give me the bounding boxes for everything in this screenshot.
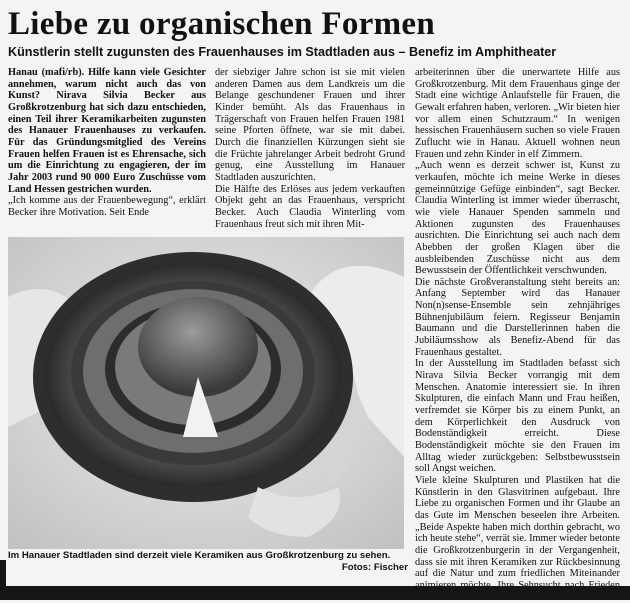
paragraph: „Ich komme aus der Frauenbewegung“, erklärt Becker ihre Motivation. Seit Ende <box>8 195 206 218</box>
paragraph: Viele kleine Skulpturen und Plastiken hat die Künstlerin in den Glasvitrinen aufgebaut. Ihre Liebe zu organischen Formen und ihr Glaube an das Gute im Menschen beseelen ihre Arbeiten. „Beide Aspekte haben mich dorthin gebracht, wo ich heute stehe“, verrät sie. Immer wieder betonte die Großkrotzenburgerin in der Vergangenheit, dass sie mit ihren Keramiken zur Rückbesinnung auf die Natur und zum friedlichen Miteinander <box>415 474 620 580</box>
ceramic-sculpture-photo <box>8 237 404 549</box>
paragraph: der siebziger Jahre schon ist sie mit vielen anderen Damen aus dem Landkreis um die Belange geschundener Frauen und ihrer Kinder bemüht. Als das Frauenhaus in Trägerschaft von Frauen helfen Frauen 1981 seine Pforten öffnete, war sie mit dabei. Durch die finanziellen Kürzungen sieht sie die Früchte jahrelanger Arbeit bedroht Grund genug, eine Ausstellung im Hanauer Stadtladen auszurichten. <box>215 67 405 183</box>
paragraph: arbeiterinnen über die unerwartete Hilfe aus Großkrotzenburg. Mit dem Frauenhaus ginge der Stadt eine wichtige Anlaufstelle für Frauen, die Gewalt erfahren haben, verloren. „Wir bieten hier vor allem einen Schutzraum.“ In wenigen hessischen Frauenhäusern suchen so viele Frauen Zuflucht wie in Hanau. Aktuell wohnen neun Frauen und zehn Kinder in elf Zimmern. <box>415 67 620 160</box>
subheadline: Künstlerin stellt zugunsten des Frauenhauses im Stadtladen aus – Benefiz im Amphitheater <box>8 45 557 59</box>
column-3 <box>415 67 620 603</box>
paragraph: Die nächste Großveranstaltung steht bereits an: Anfang September wird das Hanauer Non(n)sense-Ensemble sein zehnjähriges Bühnenjubiläum feiern. Regisseur Benjamin Baumann und die Darstellerinnen haben die Jubiläumsshow als Benefiz-Abend für das Frauenhaus gestaltet. <box>415 276 620 358</box>
paragraph: Die Hälfte des Erlöses aus jedem verkauften Objekt geht an das Frauenhaus, verspricht Becker. Auch Claudia Winterling vom Frauenhaus freut sich mit ihren Mit- <box>215 183 405 230</box>
scan-edge-bottom <box>0 586 630 600</box>
column-1 <box>8 67 206 219</box>
photo-caption <box>8 550 408 573</box>
caption-text: Im Hanauer Stadtladen sind derzeit viele Keramiken aus Großkrotzenburg zu sehen. <box>8 550 391 561</box>
photo-credit: Fotos: Fischer <box>341 561 408 573</box>
headline: Liebe zu organischen Formen <box>8 6 435 42</box>
column-2 <box>215 67 405 230</box>
photo-image <box>8 237 404 549</box>
paragraph: „Auch wenn es derzeit schwer ist, Kunst zu verkaufen, möchte ich meine Werke in dieses gemeinnützige Gefüge einbinden“, sagt Becker. Claudia Winterling ist immer wieder überrascht, wie viele Hanauer Spenden sammeln und Aktionen zugunsten des Frauenhauses ausrichten. Die Einrichtung sei auch nach dem Abebben der großen Klagen über die ausbleibenden Zuschüsse nicht aus dem Bewusstsein der Öffentlichkeit verschwunden. <box>415 160 620 277</box>
scan-edge-left <box>0 560 6 600</box>
paragraph: In der Ausstellung im Stadtladen befasst sich Nirava Silvia Becker vorrangig mit dem Menschen. Anatomie interessiert sie. In ihren Skulpturen, die einfach Mann und Frau heißen, verfremdet sie Körper bis zu einem Punkt, an dem Körperlichkeit den Ausdruck von Bodenständigkeit erreicht. Diese Bodenständigkeit möchte sie den Frauen im Alltag wieder zurückgeben: Selbstbewusstsein soll Angst weichen. <box>415 358 620 475</box>
lead-paragraph: Hanau (mafi/rb). Hilfe kann viele Gesichter annehmen, warum nicht auch das von Kunst? Nirava Silvia Becker aus Großkrotzenburg hat sich dazu entschieden, einen Teil ihrer Keramikarbeiten zugunsten des Hanauer Frauenhauses zu verkaufen. Für das Gründungsmitglied des Vereins Frauen helfen Frauen ist es Ehrensache, sich um die Einrichtung zu engagieren, der im Jahr 2003 rund 90 000 Euro Zuschüsse vom Land Hessen gestrichen wurden. <box>8 67 206 195</box>
